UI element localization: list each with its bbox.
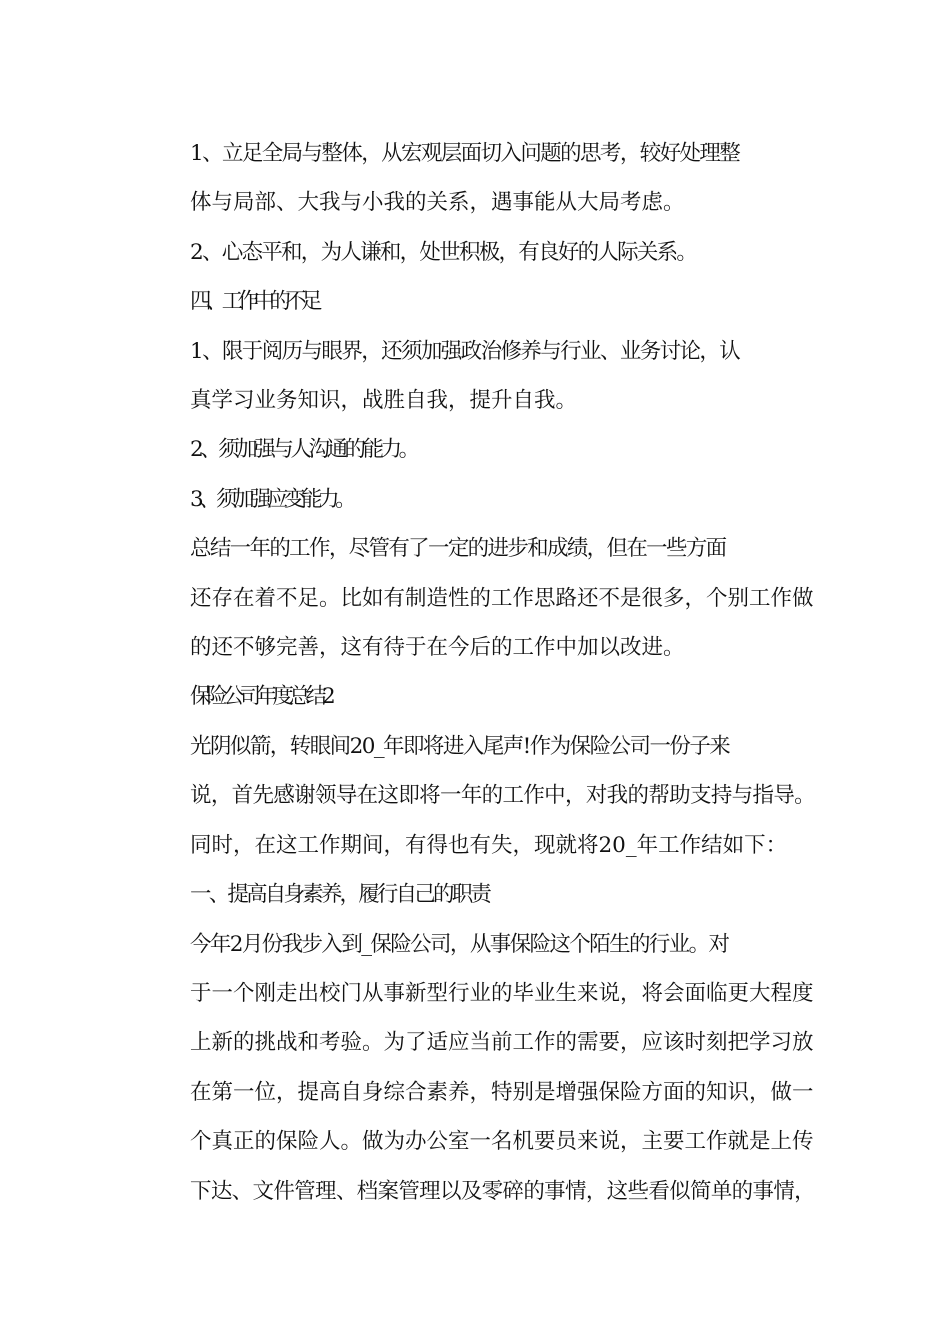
text-line: 真学习业务知识，战胜自我，提升自我。 <box>190 388 578 414</box>
text-line: 于一个刚走出校门从事新型行业的毕业生来说，将会面临更大程度 <box>190 980 814 1006</box>
paragraph <box>145 524 815 672</box>
paragraph <box>145 277 815 326</box>
text-line: 3、须加强应变能力。 <box>190 486 353 512</box>
text-line: 体与局部、大我与小我的关系，遇事能从大局考虑。 <box>190 190 685 216</box>
text-line: 上新的挑战和考验。为了适应当前工作的需要，应该时刻把学习放 <box>190 1030 814 1056</box>
text-line: 同时，在这工作期间，有得也有失，现就将20_年工作结如下： <box>190 832 788 858</box>
text-line: 说，首先感谢领导在这即将一年的工作中，对我的帮助支持与指导。 <box>190 783 816 809</box>
paragraph <box>145 129 815 228</box>
paragraph <box>145 672 815 721</box>
text-line: 在第一位，提高自身综合素养，特别是增强保险方面的知识，做一 <box>190 1079 814 1105</box>
text-line: 的还不够完善，这有待于在今后的工作中加以改进。 <box>190 635 685 661</box>
document-body <box>145 129 815 1216</box>
text-line: 1、限于阅历与眼界，还须加强政治修养与行业、业务讨论，认 <box>190 338 740 364</box>
text-line: 1、立足全局与整体，从宏观层面切入问题的思考，较好处理整 <box>190 141 740 166</box>
text-line: 2、心态平和，为人谦和，处世积极，有良好的人际关系。 <box>190 239 697 265</box>
text-line: 还存在着不足。比如有制造性的工作思路还不是很多，个别工作做 <box>190 585 814 611</box>
paragraph <box>145 425 815 474</box>
text-line: 个真正的保险人。做为办公室一名机要员来说，主要工作就是上传 <box>190 1129 814 1155</box>
text-line: 今年2月份我步入到_保险公司，从事保险这个陌生的行业。对 <box>190 931 729 957</box>
paragraph <box>145 475 815 524</box>
text-line: 一、提高自身素养，履行自己的职责 <box>190 882 490 908</box>
text-line: 总结一年的工作，尽管有了一定的进步和成绩，但在一些方面 <box>190 536 726 562</box>
text-line: 四、工作中的不足 <box>190 289 318 315</box>
paragraph <box>145 327 815 426</box>
text-line: 光阴似箭，转眼间20_年即将进入尾声!作为保险公司一份子来 <box>190 733 730 759</box>
text-line: 2、须加强与人沟通的能力。 <box>190 437 417 463</box>
paragraph <box>145 920 815 1216</box>
paragraph <box>145 722 815 870</box>
text-line: 下达、文件管理、档案管理以及零碎的事情，这些看似简单的事情， <box>190 1178 816 1204</box>
text-line: 保险公司年度总结2 <box>190 684 331 710</box>
paragraph <box>145 870 815 919</box>
paragraph <box>145 228 815 277</box>
